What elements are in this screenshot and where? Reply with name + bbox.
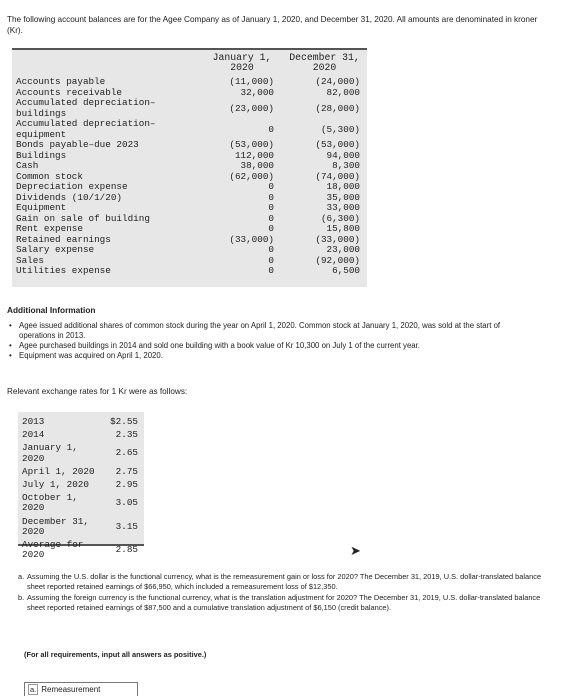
- dec-value: (6,300): [320, 213, 360, 224]
- account-name: Cash: [16, 161, 39, 171]
- jan-value: (62,000): [229, 171, 274, 182]
- dec-value: 35,000: [326, 192, 360, 203]
- jan-value: 0: [268, 203, 274, 213]
- balances-table: [12, 48, 367, 287]
- dec-value: 82,000: [326, 87, 360, 98]
- dec-value: (24,000): [315, 77, 360, 87]
- jan-value: 0: [268, 124, 274, 135]
- questions-list: [18, 572, 548, 614]
- jan-value: 0: [268, 255, 274, 266]
- jan-value: (11,000): [229, 77, 274, 87]
- account-name: Accumulated depreciation– equipment: [16, 119, 156, 140]
- rate-label: April 1, 2020: [22, 466, 95, 477]
- info-bullet: • Agee issued additional shares of common stock during the year on April 1, 2020. Common stock at January 1, 2020, was sold at the start of operations in 2013.: [7, 321, 527, 341]
- jan-value: (33,000): [229, 234, 274, 245]
- account-name: Retained earnings: [16, 234, 111, 245]
- dec-value: (53,000): [315, 140, 360, 150]
- additional-info-heading: Additional Information: [7, 305, 96, 315]
- rate-value: 2.95: [115, 479, 138, 490]
- account-name: Accounts receivable: [16, 87, 123, 98]
- rates-intro: Relevant exchange rates for 1 Kr were as follows:: [7, 387, 188, 396]
- tab-remeasurement[interactable]: [24, 682, 138, 696]
- rate-label: 2013: [22, 417, 45, 427]
- info-bullet: • Equipment was acquired on April 1, 2020.: [7, 351, 527, 361]
- dec-value: (28,000): [315, 103, 360, 114]
- account-name: Utilities expense: [16, 266, 111, 276]
- rate-label: December 31, 2020: [22, 516, 89, 537]
- requirements-note: (For all requirements, input all answers as positive.): [24, 650, 207, 659]
- mouse-pointer-icon: ➤: [350, 543, 361, 558]
- intro-text: The following account balances are for the Agee Company as of January 1, 2020, and December 31, 2020. All amounts are denominated in kroner (Kr).: [7, 15, 538, 35]
- dec-value: 23,000: [326, 245, 360, 255]
- dec-value: 33,000: [326, 203, 360, 213]
- dec-value: (74,000): [315, 171, 360, 182]
- account-name: Dividends (10/1/20): [16, 192, 123, 203]
- rate-labels-column: [22, 417, 104, 563]
- dec-value: 94,000: [326, 150, 360, 161]
- col-header-dec: December 31, 2020: [289, 52, 360, 73]
- account-name: Rent expense: [16, 224, 83, 234]
- jan-value: 0: [268, 182, 274, 192]
- dec-value: 6,500: [332, 266, 360, 276]
- info-bullet: • Agee purchased buildings in 2014 and sold one building with a book value of Kr 10,300 on July 1 of the current year.: [7, 341, 527, 351]
- account-name: Salary expense: [16, 245, 95, 255]
- rate-value: 2.85: [115, 543, 138, 555]
- dec-value: (33,000): [315, 234, 360, 245]
- rate-value: $2.55: [110, 417, 138, 427]
- rate-label: 2014: [22, 430, 45, 441]
- question-a: a. Assuming the U.S. dollar is the functional currency, what is the remeasurement gain or loss for 2020? The December 31, 2019, U.S. dollar-translated balance sheet reported retained earnings of $66,950, which included a remeasurement loss of $12,350.: [18, 572, 542, 591]
- tab-marker: a.: [30, 685, 37, 694]
- rate-values-column: [102, 417, 138, 563]
- rate-label: October 1, 2020: [22, 493, 78, 514]
- rate-value: 3.05: [115, 497, 138, 509]
- rate-value: 2.35: [115, 430, 138, 441]
- rate-label: July 1, 2020: [22, 479, 89, 490]
- account-name: Accumulated depreciation– buildings: [16, 98, 156, 119]
- dec-values-column: [280, 77, 360, 277]
- rate-label: Average for 2020: [22, 539, 84, 561]
- jan-value: 0: [268, 224, 274, 234]
- col-header-jan: January 1, 2020: [212, 52, 272, 73]
- jan-value: 112,000: [234, 150, 274, 161]
- account-name: Equipment: [16, 203, 67, 213]
- account-name: Gain on sale of building: [16, 213, 150, 224]
- rate-value: 3.15: [115, 520, 138, 532]
- question-b: b. Assuming the foreign currency is the functional currency, what is the translation adjustment for 2020? The December 31, 2019, U.S. dollar-translated balance sheet reported retained earnings of $87,500 and a cumulative translation adjustment of $6,150 (credit balance).: [18, 593, 541, 612]
- rate-label: January 1, 2020: [22, 443, 78, 464]
- account-names-column: [16, 77, 186, 277]
- account-name: Accounts payable: [16, 77, 106, 87]
- additional-info-list: [7, 321, 527, 361]
- jan-value: 38,000: [240, 161, 274, 171]
- jan-value: (53,000): [229, 140, 274, 150]
- dec-value: (5,300): [320, 124, 360, 135]
- account-name: Sales: [16, 255, 44, 266]
- jan-value: 32,000: [240, 87, 274, 98]
- dec-value: 15,800: [326, 224, 360, 234]
- dec-value: 8,300: [332, 161, 360, 171]
- account-name: Depreciation expense: [16, 182, 128, 192]
- account-name: Common stock: [16, 171, 83, 182]
- jan-value: 0: [268, 245, 274, 255]
- account-name: Buildings: [16, 150, 67, 161]
- account-name: Bonds payable–due 2023: [16, 140, 139, 150]
- jan-value: (23,000): [229, 103, 274, 114]
- rate-value: 2.65: [115, 447, 138, 459]
- dec-value: 18,000: [326, 182, 360, 192]
- jan-values-column: [196, 77, 274, 277]
- dec-value: (92,000): [315, 255, 360, 266]
- tab-label: Remeasurement: [41, 685, 101, 694]
- jan-value: 0: [268, 192, 274, 203]
- exchange-rates-table: [18, 412, 144, 561]
- jan-value: 0: [268, 266, 274, 276]
- jan-value: 0: [268, 213, 274, 224]
- rate-value: 2.75: [115, 466, 138, 477]
